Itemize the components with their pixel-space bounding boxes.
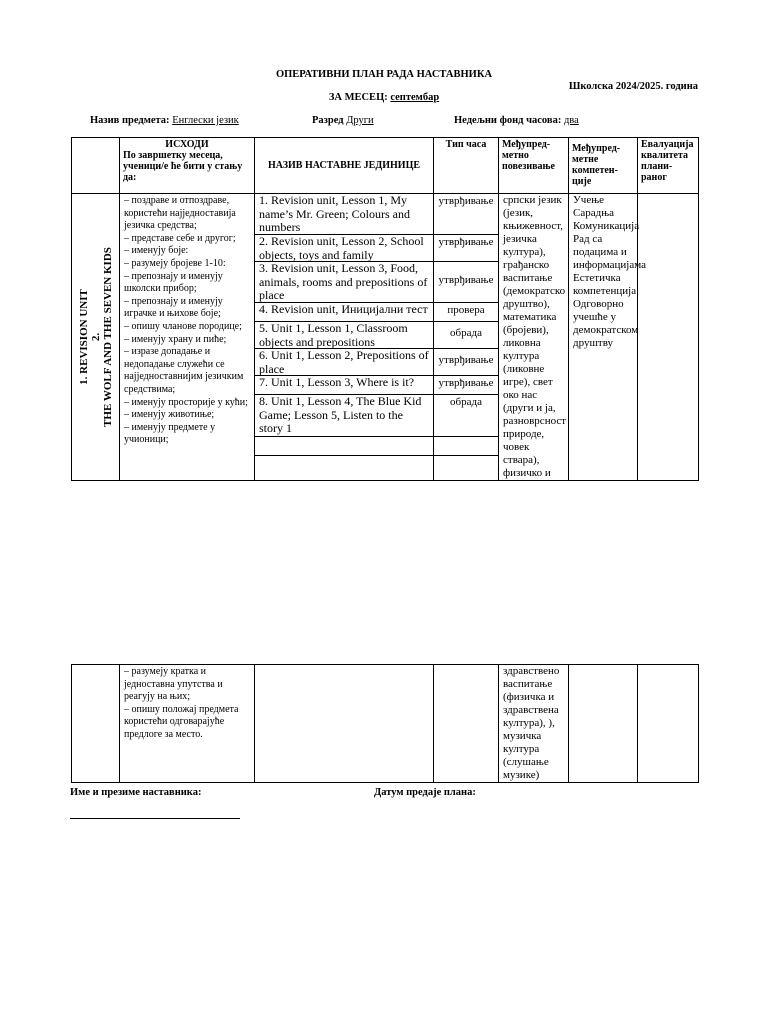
evaluation-continued: [638, 665, 699, 783]
submission-date-label: Датум предаје плана:: [374, 787, 476, 798]
table-header-row: [72, 138, 699, 194]
outcome-item: – изразе допадање и недопадање служећи се најједноставнијим језичким средствима;: [124, 346, 244, 395]
outcome-item: – представе себе и другог;: [124, 232, 236, 244]
grade-line: [312, 115, 374, 126]
types-cell: [434, 194, 499, 481]
month-value: септембар: [390, 92, 440, 103]
lesson-row: [255, 456, 433, 475]
lessons-cell: [255, 194, 434, 481]
grade-value: Други: [346, 115, 374, 126]
theme-label: [78, 247, 114, 427]
types-continued: [434, 665, 499, 783]
outcome-item: – препознају и именују школски прибор;: [124, 270, 223, 295]
competence-header: Међупред-метне компетен-ције: [569, 138, 638, 194]
lessons-continued: [255, 665, 434, 783]
theme-cell-continued: [72, 665, 120, 783]
hours-label: Недељни фонд часова:: [454, 115, 562, 126]
outcome-item: – именују боје:: [124, 245, 189, 257]
school-year: Школска 2024/2025. година: [568, 81, 698, 92]
cross-curricular-continued: здравствено васпитање (физичка и здравствена култура), ), музичка култура (слушање музике): [499, 665, 569, 783]
lesson-type: [434, 456, 498, 475]
competences-cell: Учење Сарадња Комуникација Рад са подацима и информацијама Естетичка компетенција Одговорно учешће у демократском друштву: [569, 194, 638, 481]
cross-curricular-cell: српски језик (језик, књижевност, језичка култура), грађанско васпитање (демократско друштво), математика (бројеви), ликовна култура (ликовне игре), свет око нас (други и ја, разноврсност природе, човек ствара), физичко и: [499, 194, 569, 481]
table-body-row: [72, 194, 699, 481]
outcomes-title: ИСХОДИ: [165, 139, 209, 150]
outcome-item: – препознају и именују играчке и њихове боје;: [124, 295, 223, 320]
lesson-row: 4. Revision unit, Иницијални тест: [255, 303, 433, 322]
outcome-item: – именују предмете у учионици;: [124, 421, 216, 446]
lesson-type: утврђивање: [434, 262, 498, 303]
outcome-item: – опишу чланове породице;: [124, 320, 242, 332]
subject-label: Назив предмета:: [90, 115, 170, 126]
plan-table: [71, 137, 699, 481]
lesson-row: 7. Unit 1, Lesson 3, Where is it?: [255, 376, 433, 395]
lesson-row: 5. Unit 1, Lesson 1, Classroom objects and prepositions: [255, 322, 433, 349]
theme-header-cell: [72, 138, 120, 194]
outcomes-subtitle: По завршетку месеца, ученици/е ће бити у стању да:: [123, 150, 243, 183]
outcome-item: – разумеју бројеве 1-10:: [124, 257, 226, 269]
outcomes-cell: [120, 194, 255, 481]
lesson-type: утврђивање: [434, 376, 498, 395]
lesson-row: 2. Revision unit, Lesson 2, School objects, toys and family: [255, 235, 433, 262]
outcomes-continued: – разумеју кратка и једноставна упутства и реагују на њих; – опишу положај предмета користећи одговарајуће предлоге за место.: [120, 665, 255, 783]
lesson-type: провера: [434, 303, 498, 322]
document-title: ОПЕРАТИВНИ ПЛАН РАДА НАСТАВНИКА: [275, 69, 493, 80]
theme-line-1: 1. REVISION UNIT: [77, 289, 90, 385]
continued-row: [72, 665, 699, 783]
theme-line-3: THE WOLF AND THE SEVEN KIDS: [101, 247, 114, 427]
competences-continued: [569, 665, 638, 783]
lesson-row: [255, 437, 433, 456]
hours-value: два: [563, 115, 579, 126]
theme-cell: [72, 194, 120, 481]
lesson-row: 3. Revision unit, Lesson 3, Food, animals, rooms and prepositions of place: [255, 262, 433, 303]
outcome-item: – именују храну и пиће;: [124, 333, 227, 345]
grade-label: Разред: [312, 115, 344, 126]
month-label: ЗА МЕСЕЦ:: [328, 92, 388, 103]
plan-table-continued: [71, 664, 699, 783]
lesson-row: 8. Unit 1, Lesson 4, The Blue Kid Game; Lesson 5, Listen to the story 1: [255, 395, 433, 437]
type-header: Тип часа: [434, 138, 499, 194]
lesson-row: 6. Unit 1, Lesson 2, Prepositions of place: [255, 349, 433, 376]
evaluation-header: Евалуација квалитета плани-раног: [638, 138, 699, 194]
teacher-name-label: Име и презиме наставника:: [70, 787, 202, 798]
lesson-type: утврђивање: [434, 194, 498, 235]
outcome-item: – именују животиње;: [124, 409, 215, 421]
subject-value: Енглески језик: [172, 115, 239, 126]
lesson-row: 1. Revision unit, Lesson 1, My name’s Mr. Green; Colours and numbers: [255, 194, 433, 235]
lesson-type: утврђивање: [434, 235, 498, 262]
lesson-type: обрада: [434, 322, 498, 349]
evaluation-cell: [638, 194, 699, 481]
unit-header: НАЗИВ НАСТАВНЕ ЈЕДИНИЦЕ: [255, 138, 434, 194]
lesson-type: обрада: [434, 395, 498, 437]
theme-line-2: 2.: [89, 332, 102, 342]
outcome-item: – поздраве и отпоздраве, користећи најједноставија језичка средства;: [124, 195, 236, 232]
lesson-type: утврђивање: [434, 349, 498, 376]
lesson-type: [434, 437, 498, 456]
month-line: [0, 92, 768, 103]
hours-line: [454, 115, 579, 126]
outcomes-header: [120, 138, 255, 194]
subject-line: [90, 115, 239, 126]
signature-line: [70, 818, 240, 819]
outcome-item: – именују просторије у кући;: [124, 396, 248, 408]
cross-header: Међупред-метно повезивање: [499, 138, 569, 194]
